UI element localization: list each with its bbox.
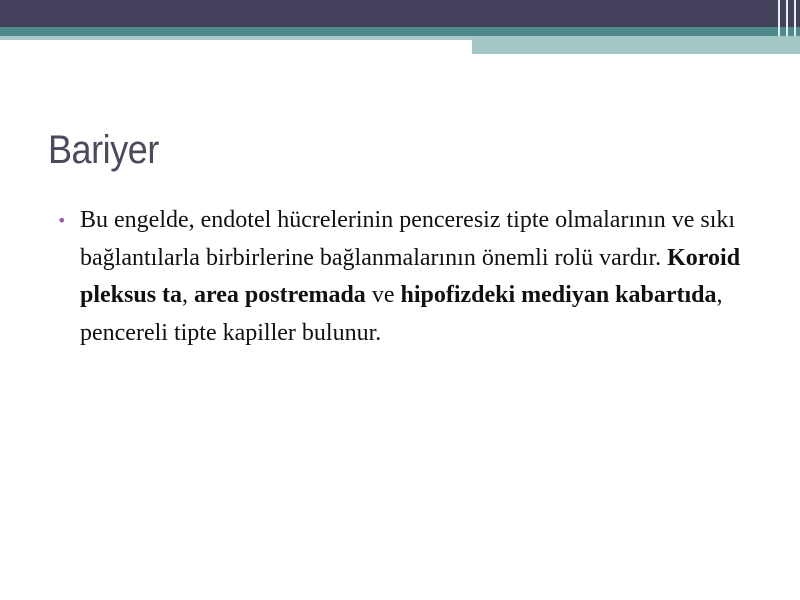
bullet-text — [80, 207, 740, 346]
bullet-text-segment: Bu engelde, endotel hücrelerinin penceresiz tipte olmalarının ve sıkı bağlantılarla birbirlerine bağlanmalarının önemli rolü vardır. — [80, 207, 736, 271]
bullet-text-bold-segment: hipofizdeki mediyan kabartıda — [400, 282, 717, 308]
header-stripe — [778, 0, 780, 36]
bullet-text-segment: , pencereli tipte kapiller bulunur. — [80, 282, 723, 346]
bullet-text-bold-segment: area postremada — [194, 282, 366, 308]
header-band-light-right — [472, 36, 800, 54]
header-band-dark — [0, 0, 800, 27]
bullet-text-segment: , — [182, 282, 195, 308]
bullet-text-segment: ve — [365, 282, 401, 308]
bullet-marker: • — [57, 211, 67, 230]
slide-content — [57, 202, 747, 352]
header-stripe — [794, 0, 796, 36]
bullet-item — [57, 202, 747, 352]
bullet-text-bold-segment: Koroid pleksus ta — [80, 244, 741, 308]
header-band-teal — [0, 27, 800, 36]
header-band-light-left — [0, 36, 472, 40]
header-stripe — [786, 0, 788, 36]
slide-title: Bariyer — [48, 128, 159, 172]
